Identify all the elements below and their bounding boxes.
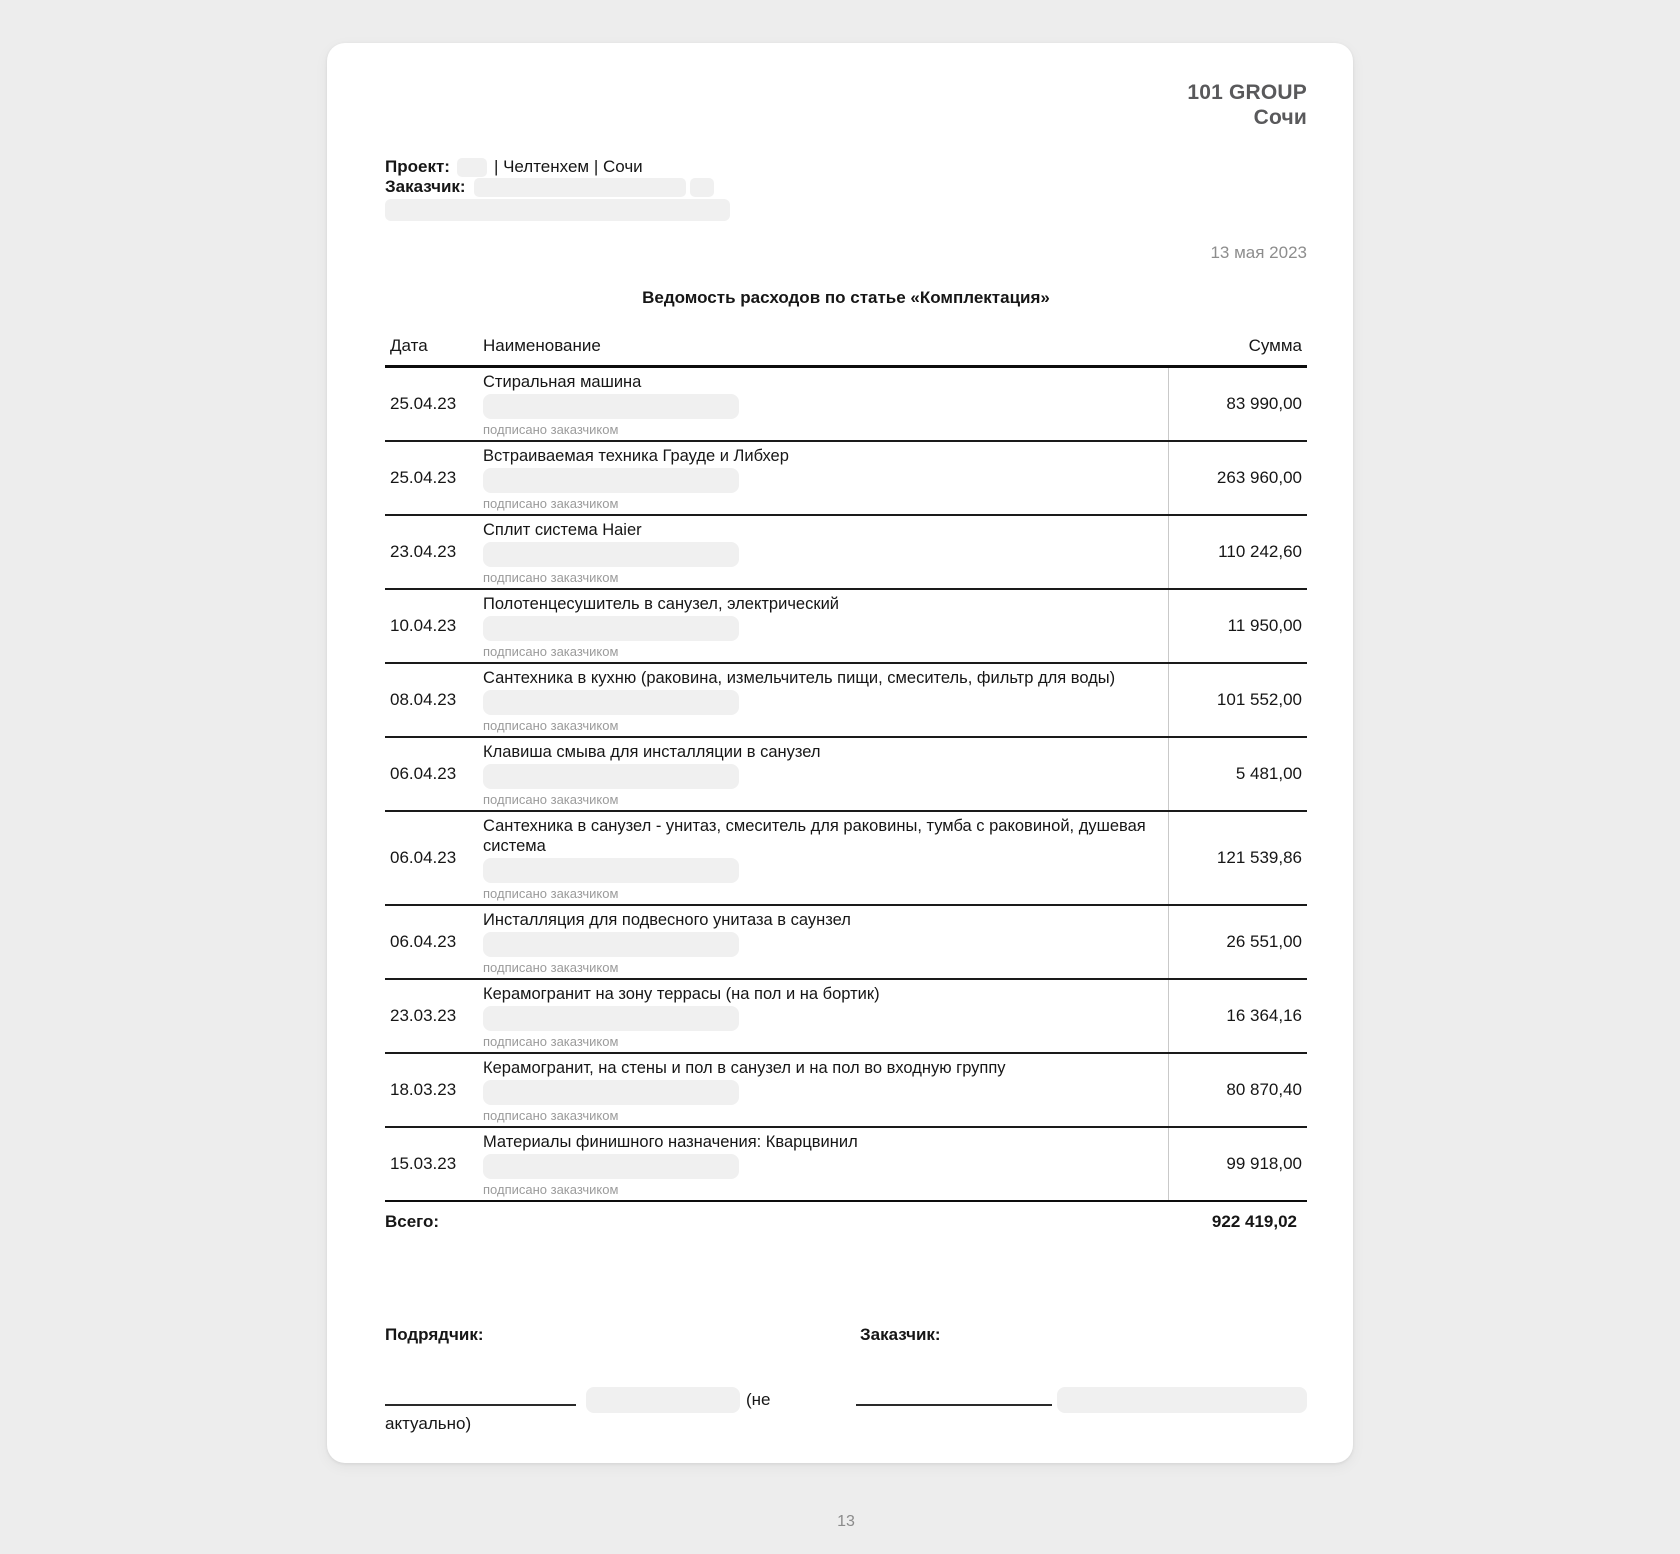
table-header [385,336,1307,368]
row-date: 23.04.23 [390,542,457,561]
row-item-name: Инсталляция для подвесного унитаза в саунзел [483,911,851,929]
row-sum: 80 870,40 [1168,1054,1307,1126]
redacted-row-text [483,468,739,493]
row-name-cell [483,442,1168,514]
row-item-name: Сантехника в кухню (раковина, измельчитель пищи, смеситель, фильтр для воды) [483,669,1116,687]
signature-note-part1: (не [746,1390,771,1409]
signed-note: подписано заказчиком [483,1034,619,1049]
row-item-name: Полотенцесушитель в санузел, электрический [483,595,839,613]
signed-note: подписано заказчиком [483,496,619,511]
signature-row [385,1381,1307,1411]
row-date: 25.04.23 [390,394,457,413]
row-item-name: Стиральная машина [483,373,642,391]
logo-line-2: Сочи [1253,106,1307,129]
customer-signature-line [856,1404,1052,1406]
redacted-row-text [483,394,739,419]
project-line [385,157,1307,177]
signed-note: подписано заказчиком [483,886,619,901]
row-name-cell [483,1054,1168,1126]
row-item-name: Керамогранит, на стены и пол в санузел и на пол во входную группу [483,1059,1006,1077]
total-row [385,1202,1307,1232]
row-name-cell [483,664,1168,736]
column-header-date: Дата [390,336,428,355]
redacted-project-code [457,158,487,177]
row-sum: 110 242,60 [1168,516,1307,588]
customer-signature-area [856,1387,1307,1411]
row-date: 06.04.23 [390,848,457,867]
row-name-cell [483,812,1168,904]
row-item-name: Керамогранит на зону террасы (на пол и на бортик) [483,985,880,1003]
redacted-row-text [483,764,739,789]
row-sum: 99 918,00 [1168,1128,1307,1200]
row-sum: 11 950,00 [1168,590,1307,662]
row-date: 18.03.23 [390,1080,457,1099]
redacted-row-text [483,616,739,641]
row-item-name: Сантехника в санузел - унитаз, смеситель для раковины, тумба с раковиной, душевая система [483,817,1146,855]
table-row [385,980,1307,1054]
project-value: | Челтенхем | Сочи [493,157,643,176]
table-row [385,906,1307,980]
table-row [385,368,1307,442]
signed-note: подписано заказчиком [483,422,619,437]
row-sum: 26 551,00 [1168,906,1307,978]
redacted-row-text [483,1006,739,1031]
signed-note: подписано заказчиком [483,1108,619,1123]
table-row [385,1128,1307,1202]
column-header-sum: Сумма [1248,336,1302,355]
row-item-name: Клавиша смыва для инсталляции в санузел [483,743,821,761]
redacted-customer-suffix [690,178,714,197]
row-sum: 121 539,86 [1168,812,1307,904]
signed-note: подписано заказчиком [483,1182,619,1197]
row-item-name: Сплит система Haier [483,521,642,539]
contractor-signature-area [385,1387,856,1411]
row-date: 08.04.23 [390,690,457,709]
document-title: Ведомость расходов по статье «Комплектация» [642,288,1050,307]
project-label: Проект: [385,157,450,176]
customer-label: Заказчик: [385,177,466,196]
total-label: Всего: [385,1212,440,1231]
expense-table [385,336,1307,1232]
row-date: 23.03.23 [390,1006,457,1025]
signature-note-part2: актуально) [385,1414,472,1433]
row-name-cell [483,980,1168,1052]
table-row [385,664,1307,738]
customer-signature-label: Заказчик: [860,1325,941,1344]
page-number: 13 [837,1513,855,1530]
row-name-cell [483,368,1168,440]
signed-note: подписано заказчиком [483,570,619,585]
logo-line-1: 101 GROUP [1187,81,1307,104]
redacted-customer-name [474,178,686,197]
row-item-name: Материалы финишного назначения: Кварцвинил [483,1133,858,1151]
row-name-cell [483,738,1168,810]
row-item-name: Встраиваемая техника Грауде и Либхер [483,447,789,465]
customer-line [385,177,1307,197]
row-date: 15.03.23 [390,1154,457,1173]
row-sum: 5 481,00 [1168,738,1307,810]
row-date: 10.04.23 [390,616,457,635]
row-name-cell [483,590,1168,662]
row-sum: 101 552,00 [1168,664,1307,736]
document-page [327,43,1353,1530]
table-row [385,516,1307,590]
table-row [385,812,1307,906]
signed-note: подписано заказчиком [483,718,619,733]
redacted-customer-signatory [1057,1387,1307,1413]
signed-note: подписано заказчиком [483,792,619,807]
row-sum: 263 960,00 [1168,442,1307,514]
row-date: 06.04.23 [390,932,457,951]
signed-note: подписано заказчиком [483,644,619,659]
table-row [385,442,1307,516]
table-row [385,1054,1307,1128]
redacted-row-text [483,858,739,883]
redacted-row-text [483,542,739,567]
redacted-contractor-name [586,1387,740,1413]
document-date: 13 мая 2023 [1210,243,1307,262]
row-name-cell [483,906,1168,978]
row-name-cell [483,1128,1168,1200]
column-header-name: Наименование [483,336,601,355]
expense-rows [385,368,1307,1202]
contractor-signature-line [385,1404,576,1406]
row-sum: 16 364,16 [1168,980,1307,1052]
table-row [385,738,1307,812]
document-meta [385,157,1307,221]
row-date: 06.04.23 [390,764,457,783]
signature-labels [385,1325,1307,1345]
redacted-row-text [483,690,739,715]
row-date: 25.04.23 [390,468,457,487]
redacted-row-text [483,1080,739,1105]
contractor-label: Подрядчик: [385,1325,484,1344]
row-name-cell [483,516,1168,588]
redacted-row-text [483,932,739,957]
signed-note: подписано заказчиком [483,960,619,975]
company-logo [385,43,1307,130]
total-sum: 922 419,02 [1211,1212,1297,1231]
redacted-customer-details [385,199,730,221]
row-sum: 83 990,00 [1168,368,1307,440]
table-row [385,590,1307,664]
redacted-row-text [483,1154,739,1179]
